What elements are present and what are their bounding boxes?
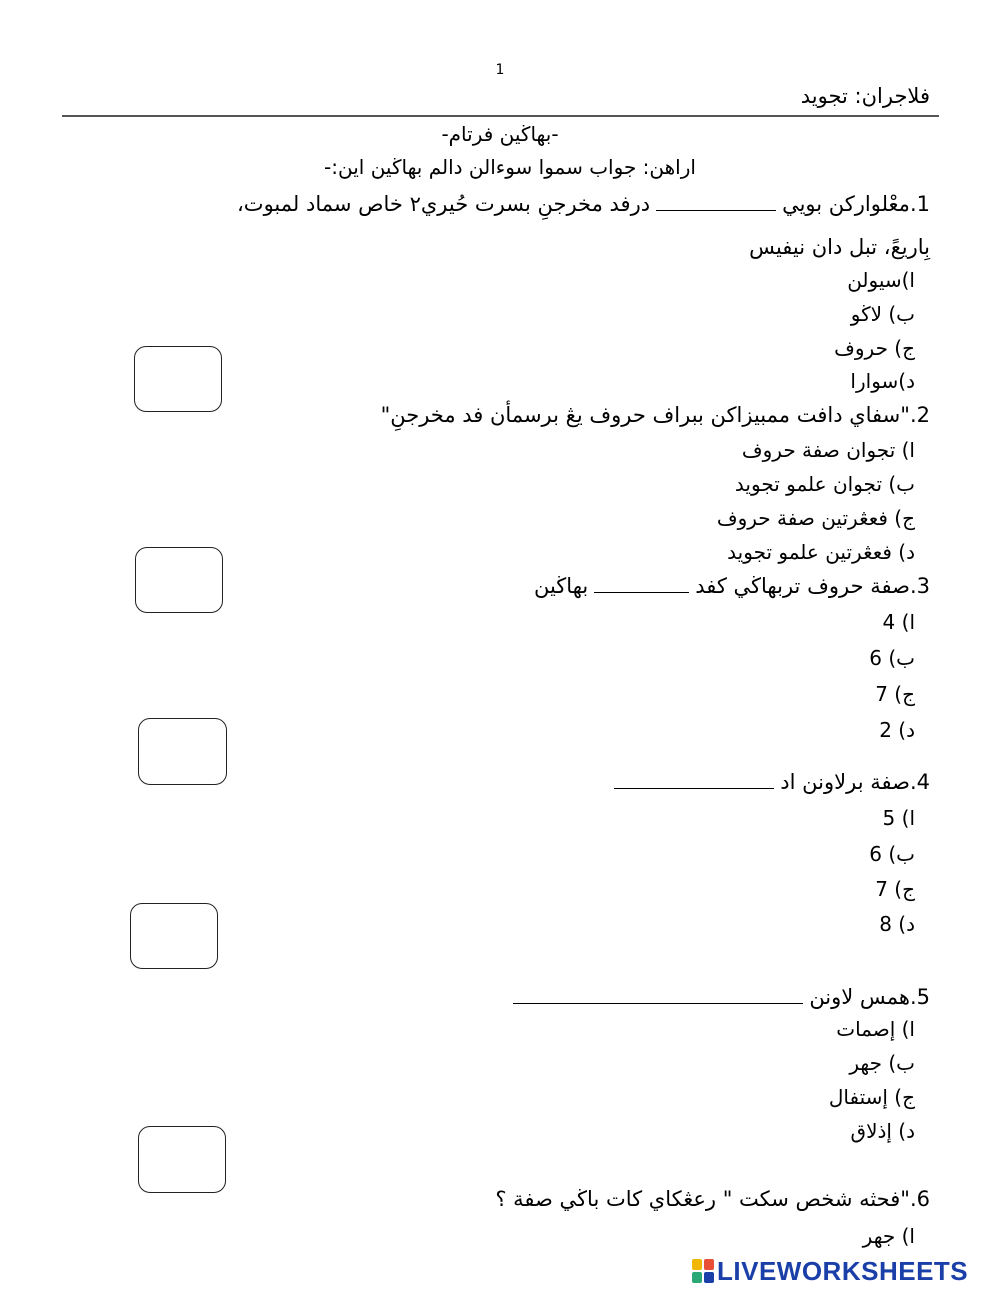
option-b: ب) جهر (849, 1051, 915, 1075)
option-d: د) 2 (879, 718, 915, 742)
logo-text: LIVEWORKSHEETS (717, 1255, 969, 1286)
question-text: همس لاونن (809, 985, 910, 1009)
question-1-line2: بِاريعً، تبل دان نيفيس (749, 235, 930, 259)
question-4 (608, 770, 930, 794)
answer-box-4[interactable] (130, 903, 218, 969)
option-a: ا) تجوان صفة حروف (741, 438, 915, 462)
option-a: ا) 4 (882, 610, 915, 634)
answer-box-5[interactable] (138, 1126, 226, 1193)
option-d: د) إذلاق (850, 1119, 915, 1143)
option-c: ج) 7 (875, 682, 915, 706)
instruction: اراهن: جواب سموا سوءالن دالم بهاڬين اين:- (324, 155, 696, 179)
question-text: صفة برلاونن اد (780, 770, 910, 794)
question-text: درفد مخرجنِ بسرت حُيري٢ خاص سماد لمبوت، (237, 192, 651, 216)
page-number: 1 (495, 62, 505, 78)
subject-header: فلاجران: تجويد (800, 84, 930, 108)
option-a: ا) 5 (882, 806, 915, 830)
answer-box-1[interactable] (134, 346, 222, 412)
question-number: 1. (909, 192, 930, 216)
answer-box-3[interactable] (138, 718, 227, 785)
question-3 (534, 574, 930, 598)
option-c: ج) إستفال (828, 1085, 915, 1109)
question-text: "فحثه شخص سكت " رعڠكاي كات باڬي صفة ؟ (495, 1187, 910, 1211)
option-b: ب) 6 (869, 842, 915, 866)
question-number: 6. (909, 1187, 930, 1211)
option-a: ا) جهر (862, 1224, 915, 1248)
option-d: د)سوارا (850, 369, 915, 393)
option-c: ج) فعڠرتين صفة حروف (716, 506, 915, 530)
answer-box-2[interactable] (135, 547, 223, 613)
option-a: ا) إصمات (836, 1017, 915, 1041)
question-number: 2. (909, 403, 930, 427)
question-number: 4. (909, 770, 930, 794)
question-number: 3. (909, 574, 930, 598)
question-text: صفة حروف تربهاڬي كفد (695, 574, 910, 598)
question-5 (507, 985, 930, 1009)
option-a: ا)سيولن (847, 268, 915, 292)
answer-blank (614, 770, 774, 789)
question-text: معْلواركن بويي (782, 192, 910, 216)
question-2 (381, 403, 930, 427)
answer-blank (513, 985, 803, 1004)
question-6 (495, 1187, 930, 1211)
section-title: -بهاڬين فرتام- (441, 122, 559, 146)
option-b: ب) 6 (869, 646, 915, 670)
option-d: د) 8 (879, 912, 915, 936)
option-c: ج) 7 (875, 877, 915, 901)
option-d: د) فعڠرتين علمو تجويد (727, 540, 915, 564)
liveworksheets-logo-icon (692, 1259, 714, 1283)
question-1 (237, 192, 930, 216)
question-number: 5. (909, 985, 930, 1009)
liveworksheets-logo (692, 1256, 968, 1286)
answer-blank (594, 574, 689, 593)
question-text: بهاڬين (533, 574, 589, 598)
question-text: "سفاي دافت ممبيزاكن ببراف حروف يڠ برسمأن فد مخرجنِ" (380, 403, 910, 427)
option-b: ب) لاڬو (850, 302, 915, 326)
option-b: ب) تجوان علمو تجويد (734, 472, 915, 496)
answer-blank (656, 192, 776, 211)
option-c: ج) حروف (834, 336, 915, 360)
header-divider (62, 115, 939, 117)
